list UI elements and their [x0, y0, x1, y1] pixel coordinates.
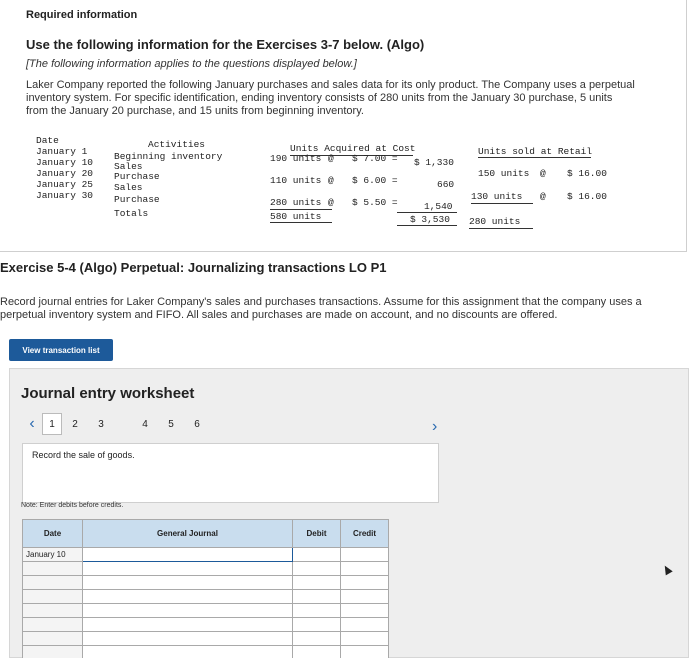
row2-activity: Sales	[114, 161, 143, 172]
credit-cell[interactable]	[341, 618, 389, 632]
credit-cell[interactable]	[341, 646, 389, 658]
date-cell[interactable]: January 10	[23, 548, 83, 562]
account-cell[interactable]	[83, 604, 293, 618]
date-cell[interactable]	[23, 562, 83, 576]
page-3-tab[interactable]: 3	[98, 418, 104, 430]
credit-column-header: Credit	[341, 520, 389, 548]
exercise-title: Exercise 5-4 (Algo) Perpetual: Journalizing transactions LO P1	[0, 260, 387, 275]
cost-total-underline	[397, 212, 457, 213]
account-cell[interactable]	[83, 548, 293, 562]
sold-header-underline	[478, 157, 591, 158]
row1-acq-units: 190 units	[270, 153, 322, 164]
col-activities-header: Activities	[148, 139, 206, 150]
table-row	[23, 646, 389, 658]
account-cell[interactable]	[83, 632, 293, 646]
row3-at: @	[328, 175, 334, 186]
row1-total: $ 1,330	[414, 157, 454, 168]
account-cell[interactable]	[83, 576, 293, 590]
row4-sold-units: 130 units	[471, 191, 523, 202]
debits-note: Note: Enter debits before credits.	[21, 502, 124, 509]
row2-sold-at: @	[540, 168, 546, 179]
row3-cost: $ 6.00 =	[352, 175, 398, 186]
page-1-tab[interactable]: 1	[42, 413, 62, 435]
journal-table	[22, 519, 389, 658]
table-row	[23, 562, 389, 576]
table-row	[23, 576, 389, 590]
date-cell[interactable]	[23, 604, 83, 618]
date-cell[interactable]	[23, 576, 83, 590]
page-5-tab[interactable]: 5	[168, 418, 174, 430]
totals-acq-double-underline	[270, 222, 332, 223]
row4-date: January 25	[36, 179, 94, 190]
col-date-header: Date	[36, 135, 59, 146]
applies-note: [The following information applies to the questions displayed below.]	[26, 58, 357, 70]
debit-cell[interactable]	[293, 590, 341, 604]
company-paragraph: Laker Company reported the following January purchases and sales data for its only product. The Company uses a perpetual inventory system. For specific identification, ending inventory consists of 280 units from the January 30 purchase, 5 units from the January 20 purchase, and 15 units from beginning inventory.	[26, 79, 635, 117]
task-description-box	[22, 443, 439, 503]
row5-cost: $ 5.50 =	[352, 197, 398, 208]
col-units-acquired-header: Units Acquired at Cost	[290, 143, 416, 154]
debit-cell[interactable]	[293, 576, 341, 590]
task-text: Record the sale of goods.	[32, 450, 135, 460]
debit-cell[interactable]	[293, 604, 341, 618]
credit-cell[interactable]	[341, 590, 389, 604]
credit-cell[interactable]	[341, 576, 389, 590]
table-row	[23, 590, 389, 604]
row2-sold-units: 150 units	[478, 168, 530, 179]
totals-sold-double-underline	[469, 228, 533, 229]
exercise-instructions: Record journal entries for Laker Company's sales and purchases transactions. Assume for this assignment that the company uses a perpetual inventory system and FIFO. All sales and purchases are made on account, and no discounts are offered.	[0, 296, 642, 321]
row5-acq-units: 280 units	[270, 197, 322, 208]
worksheet-title: Journal entry worksheet	[21, 385, 195, 402]
row5-at: @	[328, 197, 334, 208]
credit-cell[interactable]	[341, 548, 389, 562]
row1-date: January 1	[36, 146, 88, 157]
row5-date: January 30	[36, 190, 94, 201]
totals-sold-units: 280 units	[469, 216, 521, 227]
account-cell[interactable]	[83, 618, 293, 632]
row3-activity: Purchase	[114, 171, 160, 182]
required-information-title: Required information	[26, 9, 138, 21]
view-transaction-list-button[interactable]: View transaction list	[9, 339, 113, 361]
debit-cell[interactable]	[293, 562, 341, 576]
debit-column-header: Debit	[293, 520, 341, 548]
chevron-left-icon[interactable]: ‹	[29, 415, 35, 432]
table-row	[23, 632, 389, 646]
general-journal-column-header: General Journal	[83, 520, 293, 548]
date-column-header: Date	[23, 520, 83, 548]
row1-cost: $ 7.00 =	[352, 153, 398, 164]
col-units-sold-header: Units sold at Retail	[478, 146, 593, 157]
row5-total: 1,540	[424, 201, 453, 212]
date-cell[interactable]	[23, 590, 83, 604]
row3-date: January 20	[36, 168, 94, 179]
table-row	[23, 604, 389, 618]
debit-cell[interactable]	[293, 632, 341, 646]
totals-acq-units: 580 units	[270, 211, 322, 222]
worksheet-pager	[22, 413, 210, 435]
sold-units-underline	[471, 203, 533, 204]
totals-total: $ 3,530	[410, 214, 450, 225]
row4-retail: $ 16.00	[567, 191, 607, 202]
row3-acq-units: 110 units	[270, 175, 322, 186]
acq-units-underline	[270, 209, 332, 210]
credit-cell[interactable]	[341, 604, 389, 618]
table-row	[23, 548, 389, 562]
debit-cell[interactable]	[293, 548, 341, 562]
row4-sold-at: @	[540, 191, 546, 202]
row1-activity: Beginning inventory	[114, 151, 223, 162]
required-info-panel	[0, 0, 687, 252]
date-cell[interactable]	[23, 632, 83, 646]
chevron-right-icon[interactable]: ›	[432, 418, 438, 435]
credit-cell[interactable]	[341, 562, 389, 576]
page-2-tab[interactable]: 2	[72, 418, 78, 430]
debit-cell[interactable]	[293, 618, 341, 632]
row4-activity: Sales	[114, 182, 143, 193]
row1-at: @	[328, 153, 334, 164]
date-cell[interactable]	[23, 646, 83, 658]
account-cell[interactable]	[83, 562, 293, 576]
row5-activity: Purchase	[114, 194, 160, 205]
account-cell[interactable]	[83, 590, 293, 604]
page-6-tab[interactable]: 6	[194, 418, 200, 430]
debit-cell[interactable]	[293, 646, 341, 658]
row2-retail: $ 16.00	[567, 168, 607, 179]
row3-total: 660	[437, 179, 455, 190]
totals-label: Totals	[114, 208, 149, 219]
table-row	[23, 618, 389, 632]
use-following-heading: Use the following information for the Exercises 3-7 below. (Algo)	[26, 37, 425, 52]
date-cell[interactable]	[23, 618, 83, 632]
credit-cell[interactable]	[341, 632, 389, 646]
page-4-tab[interactable]: 4	[142, 418, 148, 430]
account-cell[interactable]	[83, 646, 293, 658]
totals-total-double-underline	[397, 225, 457, 226]
journal-entry-worksheet	[9, 368, 689, 658]
row2-date: January 10	[36, 157, 94, 168]
